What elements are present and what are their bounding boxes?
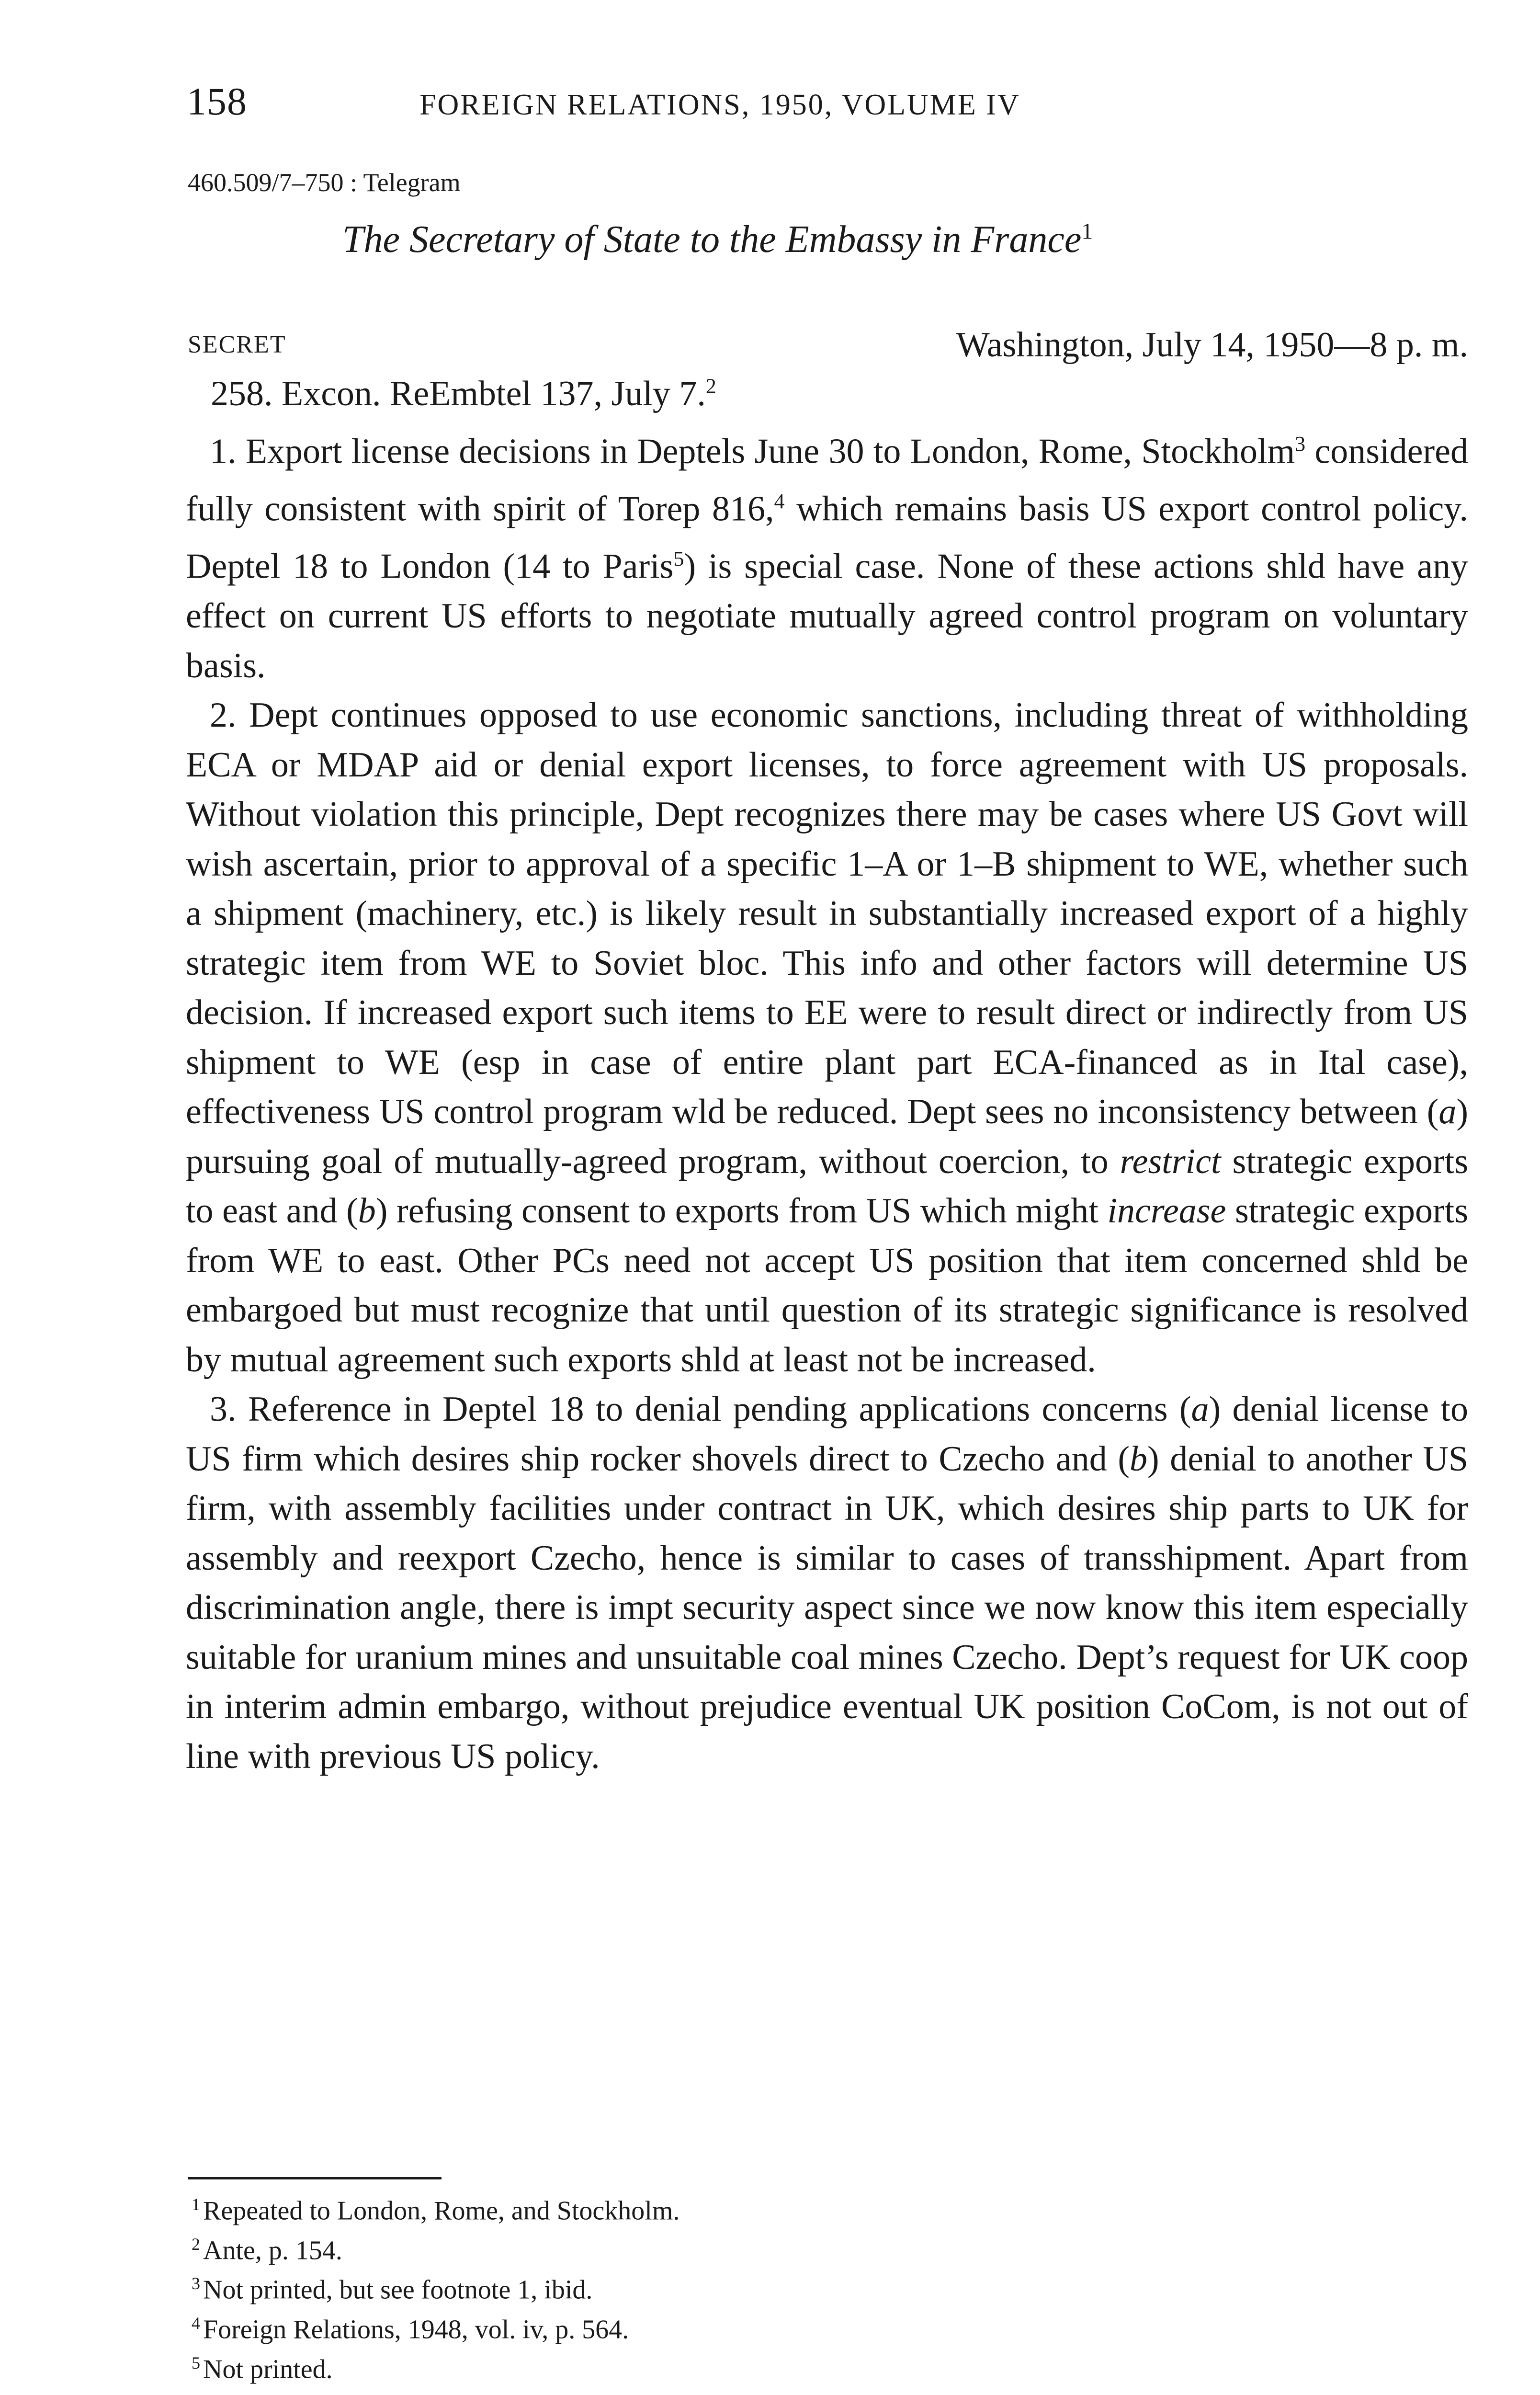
- text-run: ) refusing consent to exports from US which might: [375, 1191, 1108, 1231]
- footnote-3: [192, 2267, 679, 2307]
- footnote-number: 1: [192, 2195, 200, 2214]
- text-run: ) denial license to US firm which desires ship rocker shovels direct to Czecho and (: [186, 1390, 1468, 1479]
- document-title-text: The Secretary of State to the Embassy in France: [342, 218, 1082, 261]
- italic-letter: b: [1129, 1439, 1147, 1479]
- footnote-divider: [188, 2177, 442, 2179]
- footnote-text: Not printed.: [203, 2354, 333, 2384]
- telegram-body: [186, 419, 1468, 1781]
- italic-letter: b: [358, 1191, 376, 1231]
- footnote-ref-2: 2: [705, 374, 716, 398]
- emphasis-restrict: restrict: [1120, 1141, 1221, 1181]
- footnote-text: Foreign Relations, 1948, vol. iv, p. 564.: [203, 2315, 629, 2345]
- running-header: [187, 79, 1240, 124]
- footnote-1: [192, 2188, 679, 2228]
- footnotes: [192, 2188, 679, 2386]
- footnote-number: 4: [192, 2313, 200, 2333]
- classification-label: SECRET: [188, 331, 286, 358]
- paragraph-3: [186, 1385, 1468, 1781]
- telegram-reference: [211, 374, 716, 414]
- footnote-text: Ante, p. 154.: [203, 2235, 342, 2266]
- telegram-reference-text: 258. Excon. ReEmbtel 137, July 7.: [211, 374, 706, 413]
- text-run: considered fully consistent with spirit of Torep 816,: [186, 432, 1468, 529]
- text-run: ) pursuing goal of mutually-agreed program, without coercion, to: [186, 1092, 1468, 1181]
- page-number: 158: [187, 80, 247, 123]
- text-run: 3. Reference in Deptel 18 to denial pending applications concerns (: [210, 1390, 1191, 1429]
- text-run: 1. Export license decisions in Deptels June 30 to London, Rome, Stockholm: [210, 432, 1295, 471]
- text-run: which remains basis US export control policy. Deptel 18 to London (14 to Paris: [186, 489, 1468, 586]
- text-run: strategic exports to east and (: [186, 1141, 1468, 1231]
- footnote-ref-1: 1: [1081, 218, 1093, 244]
- footnote-ref-5: 5: [673, 547, 684, 571]
- footnote-ref-4: 4: [774, 490, 785, 513]
- italic-letter: a: [1438, 1092, 1457, 1132]
- footnote-number: 5: [192, 2353, 200, 2372]
- footnote-number: 2: [192, 2234, 200, 2254]
- emphasis-increase: increase: [1107, 1191, 1226, 1231]
- footnote-4: [192, 2307, 679, 2347]
- footnote-number: 3: [192, 2274, 200, 2293]
- text-run: ) denial to another US firm, with assembly facilities under contract in UK, which desires ship parts to UK for assembly and reexport Czecho, hence is similar to cases of transshipment. Apart from discrimination angle, there is impt security aspect since we now know this item especially suitable for uranium mines and unsuitable coal mines Czecho. Dept’s request for UK coop in interim admin embargo, without prejudice eventual UK position CoCom, is not out of line with previous US policy.: [186, 1439, 1468, 1776]
- footnote-ref-3: 3: [1295, 432, 1306, 456]
- paragraph-2: [186, 691, 1468, 1385]
- document-title: [342, 218, 1093, 262]
- footnote-5: [192, 2347, 679, 2386]
- dateline: Washington, July 14, 1950—8 p. m.: [956, 325, 1468, 365]
- file-number: 460.509/7–750 : Telegram: [188, 168, 461, 197]
- italic-letter: a: [1191, 1390, 1209, 1429]
- paragraph-1: [186, 419, 1468, 691]
- text-run: ) is special case. None of these actions shld have any effect on current US efforts to negotiate mutually agreed control program on voluntary basis.: [186, 547, 1468, 685]
- footnote-2: [192, 2228, 679, 2268]
- text-run: strategic exports from WE to east. Other PCs need not accept US position that item concerned shld be embargoed but must recognize that until question of its strategic significance is resolved by mutual agreement such exports shld at least not be increased.: [186, 1191, 1469, 1380]
- footnote-text: Repeated to London, Rome, and Stockholm.: [203, 2196, 680, 2226]
- footnote-text: Not printed, but see footnote 1, ibid.: [203, 2275, 593, 2305]
- running-title: FOREIGN RELATIONS, 1950, VOLUME IV: [419, 89, 1020, 121]
- text-run: 2. Dept continues opposed to use economic sanctions, including threat of withholding ECA or MDAP aid or denial export licenses, to force agreement with US proposals. Without violation this principle, Dept recognizes there may be cases where US Govt will wish ascertain, prior to approval of a specific 1–A or 1–B shipment to WE, whether such a shipment (machinery, etc.) is likely result in substantially increased export of a highly strategic item from WE to Soviet bloc. This info and other factors will determine US decision. If increased export such items to EE were to result direct or indirectly from US shipment to WE (esp in case of entire plant part ECA-financed as in Ital case), effectiveness US control program wld be reduced. Dept sees no inconsistency between (: [186, 696, 1468, 1132]
